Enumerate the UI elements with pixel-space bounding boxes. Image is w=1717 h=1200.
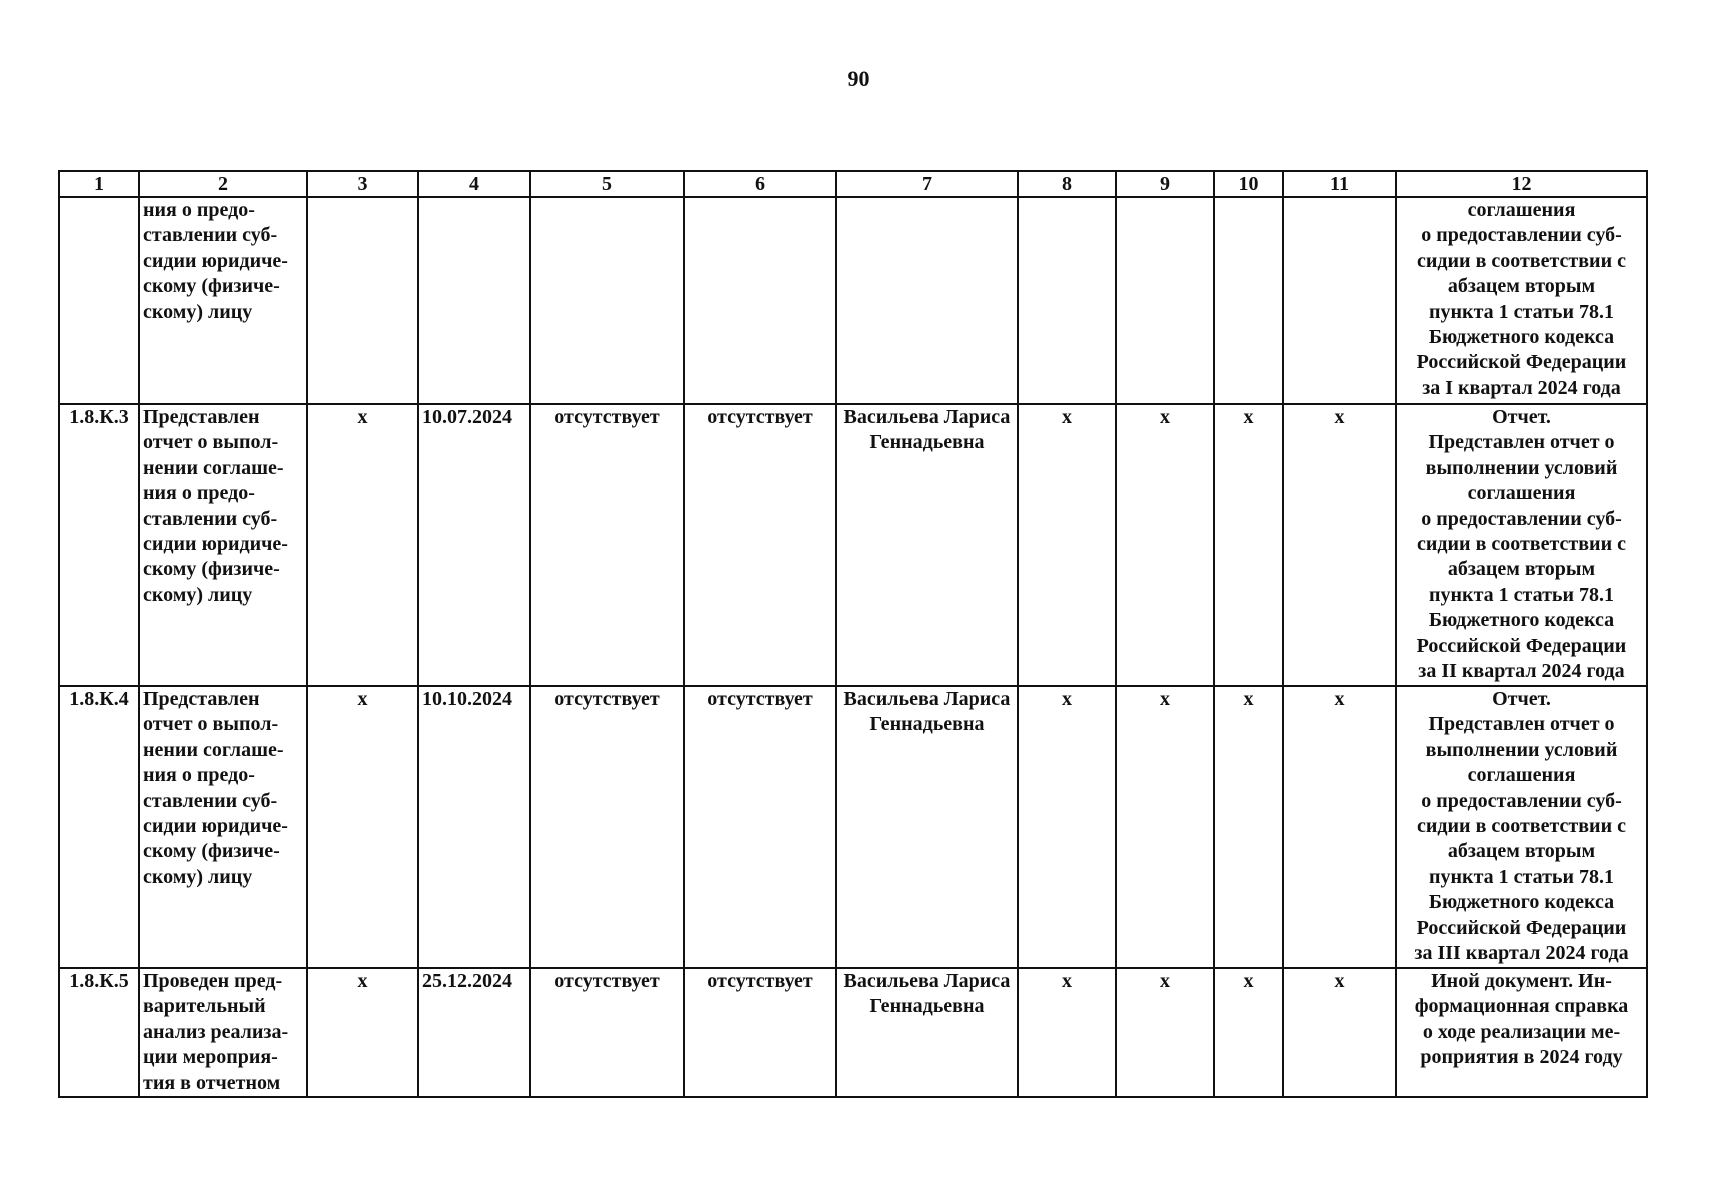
col-3-value: x [307,686,418,968]
text-line: Бюджетного кодекса [1428,326,1615,349]
table-body [59,171,1647,1097]
text-line: нении соглаше- [143,738,284,761]
document-description [1396,404,1647,686]
date-cell [418,197,530,404]
text-line: ния о предо- [143,764,255,787]
col-3-value: x [307,968,418,1097]
event-description [139,197,307,404]
text-line: формационная справка [1414,995,1629,1018]
text-line: Геннадьевна [869,431,985,454]
col-9-value: x [1116,686,1214,968]
column-header: 2 [139,171,307,197]
text-line: сидии в соответствии с [1417,249,1626,272]
text-line: Проведен пред- [143,970,283,992]
col-9-value: x [1116,404,1214,686]
text-line: Отчет. [1492,688,1551,710]
text-line: Васильева Лариса [843,406,1011,428]
row-number: 1.8.К.4 [59,686,139,968]
document-description [1396,968,1647,1097]
col-10-value: x [1214,404,1283,686]
col-8-value: x [1018,968,1116,1097]
text-line: тия в отчетном [143,1071,281,1094]
text-line: отчет о выпол- [143,713,279,736]
text-line: за II квартал 2024 года [1418,660,1625,683]
event-description [139,968,307,1097]
col-9-value [1116,197,1214,404]
text-line: пункта 1 статьи 78.1 [1429,300,1614,323]
document-description [1396,197,1647,404]
text-line: Российской Федерации [1416,351,1627,374]
text-line: соглашения [1467,764,1576,787]
text-line: сидии юридиче- [143,815,288,838]
text-line: Геннадьевна [869,995,985,1018]
text-line: Геннадьевна [869,713,985,736]
text-line: о предоставлении суб- [1421,789,1622,812]
column-header: 7 [836,171,1018,197]
col-10-value: x [1214,686,1283,968]
text-line: ния о предо- [143,199,255,221]
text-line: Представлен отчет о [1428,431,1615,454]
text-line: Бюджетного кодекса [1428,891,1615,914]
text-line: абзацем вторым [1447,275,1596,298]
event-description [139,404,307,686]
text-line: роприятия в 2024 году [1420,1046,1623,1069]
column-header: 12 [1396,171,1647,197]
date-cell: 10.07.2024 [418,404,530,686]
text-line: абзацем вторым [1447,840,1596,863]
document-table [58,170,1648,1098]
text-line: сидии в соответствии с [1417,815,1626,838]
col-8-value [1018,197,1116,404]
text-line: Российской Федерации [1416,634,1627,657]
text-line: о предоставлении суб- [1421,224,1622,247]
row-number: 1.8.К.3 [59,404,139,686]
column-header: 3 [307,171,418,197]
text-line: скому (физиче- [143,840,280,863]
responsible-person [836,968,1018,1097]
text-line: выполнении условий [1425,738,1618,761]
page-number: 90 [847,66,870,91]
text-line: Представлен [143,688,260,710]
row-number: 1.8.К.5 [59,968,139,1097]
text-line: выполнении условий [1425,456,1618,479]
table-row [59,197,1647,404]
table-row [59,686,1647,968]
text-line: анализ реализа- [143,1020,289,1043]
column-header: 1 [59,171,139,197]
col-6-value: отсутствует [684,968,836,1097]
col-10-value: x [1214,968,1283,1097]
text-line: Представлен отчет о [1428,713,1615,736]
col-5-value: отсутствует [530,404,684,686]
date-cell: 10.10.2024 [418,686,530,968]
row-number [59,197,139,404]
text-line: ставлении суб- [143,789,278,812]
col-11-value: x [1283,968,1396,1097]
col-11-value: x [1283,404,1396,686]
column-header: 5 [530,171,684,197]
col-11-value [1283,197,1396,404]
text-line: Иной документ. Ин- [1431,970,1612,992]
text-line: отчет о выпол- [143,431,279,454]
text-line: за I квартал 2024 года [1422,376,1621,399]
text-line: сидии юридиче- [143,249,288,272]
col-6-value: отсутствует [684,686,836,968]
text-line: скому (физиче- [143,558,280,581]
text-line: пункта 1 статьи 78.1 [1429,865,1614,888]
text-line: скому) лицу [143,583,253,606]
text-line: ставлении суб- [143,224,278,247]
document-description [1396,686,1647,968]
text-line: Российской Федерации [1416,916,1627,939]
responsible-person [836,404,1018,686]
text-line: соглашения [1467,199,1576,221]
text-line: варительный [143,995,266,1018]
text-line: соглашения [1467,482,1576,505]
table-row [59,968,1647,1097]
col-3-value [307,197,418,404]
column-number-header-row [59,171,1647,197]
text-line: за III квартал 2024 года [1414,942,1629,965]
text-line: скому) лицу [143,865,253,888]
text-line: сидии в соответствии с [1417,533,1626,556]
text-line: ции мероприя- [143,1046,278,1069]
responsible-person [836,197,1018,404]
col-11-value: x [1283,686,1396,968]
col-8-value: x [1018,686,1116,968]
col-3-value: x [307,404,418,686]
col-5-value: отсутствует [530,686,684,968]
text-line: Представлен [143,406,260,428]
column-header: 6 [684,171,836,197]
date-cell: 25.12.2024 [418,968,530,1097]
text-line: Бюджетного кодекса [1428,609,1615,632]
responsible-person [836,686,1018,968]
event-description [139,686,307,968]
col-9-value: x [1116,968,1214,1097]
text-line: нении соглаше- [143,456,284,479]
text-line: ния о предо- [143,482,255,505]
column-header: 11 [1283,171,1396,197]
text-line: Васильева Лариса [843,970,1011,992]
column-header: 8 [1018,171,1116,197]
table-row [59,404,1647,686]
col-5-value [530,197,684,404]
column-header: 10 [1214,171,1283,197]
text-line: Отчет. [1492,406,1551,428]
text-line: о ходе реализации ме- [1422,1020,1621,1043]
column-header: 4 [418,171,530,197]
text-line: пункта 1 статьи 78.1 [1429,583,1614,606]
column-header: 9 [1116,171,1214,197]
col-6-value: отсутствует [684,404,836,686]
text-line: Васильева Лариса [843,688,1011,710]
text-line: скому) лицу [143,300,253,323]
col-6-value [684,197,836,404]
text-line: абзацем вторым [1447,558,1596,581]
col-5-value: отсутствует [530,968,684,1097]
text-line: скому (физиче- [143,275,280,298]
text-line: о предоставлении суб- [1421,507,1622,530]
text-line: ставлении суб- [143,507,278,530]
text-line: сидии юридиче- [143,533,288,556]
col-10-value [1214,197,1283,404]
col-8-value: x [1018,404,1116,686]
